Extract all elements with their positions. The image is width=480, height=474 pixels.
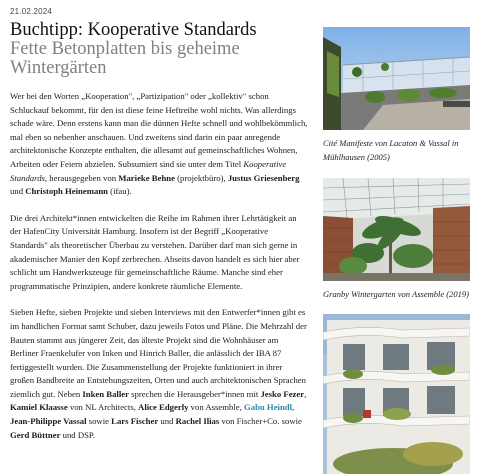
figure-balcony-building	[323, 314, 470, 474]
text: sprechen die Herausgeber*innen mit	[128, 388, 261, 399]
article-subtitle: Fette Betonplatten bis geheime Wintergärten	[10, 39, 240, 78]
photo-granby-wintergarten[interactable]	[323, 178, 470, 281]
person-link-gabu-heindl[interactable]: Gabu Heindl	[244, 402, 293, 413]
article-title: Buchtipp: Kooperative Standards	[10, 20, 257, 40]
figure-cite-manifeste	[323, 27, 470, 164]
photo-balcony-building[interactable]	[323, 314, 470, 474]
figure-granby-wintergarten	[323, 178, 470, 302]
person-name: Jesko Fezer	[260, 388, 305, 399]
paragraph-2: Die drei Architekt*innen entwickelten die Reihe im Rahmen ihrer Lehrtätigkeit an der HafenCity Universität Hamburg. Insofern ist der Begriff „Kooperative Standards" als theoretischer Überbau zu verstehen. Darüber darf man sich gerne in akademischer Manier den Kopf zerbrechen. Abseits davon handelt es sich hier aber schlicht um Handwerkszeuge für gemeinschaftliche Räume. Manche sind eher programmatische Prinzipien, andere konkrete räumliche Elemente.	[10, 212, 300, 291]
person-name: Gerd Büttner	[10, 429, 61, 440]
person-name: Lars Fischer	[111, 416, 159, 427]
article-body	[10, 90, 308, 442]
person-name: Kamiel Klaasse	[10, 402, 68, 413]
text: Sieben Hefte, sieben Projekte und sieben Interviews mit den Entwerfer*innen gibt es im handlichen Format samt Schuber, dazu jeweils Fotos und Pläne. Die Mehrzahl der Bauten stammt aus jüngerer Zeit, das älteste Projekt sind die Wohnhäuser am Berliner Fraenkelufer von Inken und Hinrich Baller, die anlässlich der IBA 87 fertiggestellt wurden. Die Zusammenstellung der Projekte funktioniert in ihrer großen Bandbreite an Entstehungszeiten, Orten und auch architektonischen Sprachen ziemlich gut. Neben	[10, 307, 307, 399]
text: ,	[292, 402, 295, 413]
text: von Fischer+Co. sowie	[219, 416, 302, 427]
image-sidebar	[323, 27, 470, 474]
text: (ifau).	[108, 186, 132, 197]
person-name: Jean-Philippe Vassal	[10, 416, 87, 427]
person-name: Alice Edgerly	[138, 402, 189, 413]
text: , herausgegeben von	[44, 172, 119, 183]
text: und	[10, 186, 26, 197]
person-name: Christoph Heinemann	[25, 186, 108, 197]
person-name: Justus Griesenberg	[227, 172, 300, 183]
caption-cite-manifeste: Cité Manifeste von Lacaton & Vassal in Mühlhausen (2005)	[323, 138, 459, 162]
text: und DSP.	[60, 429, 95, 440]
person-name: Inken Baller	[82, 388, 129, 399]
book-title: Kooperative Standards	[10, 158, 287, 183]
text: von NL Architects,	[67, 402, 139, 413]
person-name: Rachel Ilias	[175, 416, 220, 427]
article-date: 21.02.2024	[10, 7, 53, 16]
text: und	[158, 416, 176, 427]
text: Wer bei den Worten „Kooperation", „Partizipation" oder „kollektiv" schon Schluckauf bekommt, für den ist diese feine Heftreihe wohl nichts. Was allerdings schade wäre. Denn erstens kann man die dünnen Hefte schnell und wohlbekömmlich, mal eben so nebenher anschauen. Und zweitens sind darin ein paar anregende architektonische Konzepte enthalten, die allesamt auf gemeinschaftliches Wohnen, Arbeiten oder Feiern abzielen. Subsumiert sind sie unter dem Titel	[10, 91, 308, 169]
paragraph-3	[10, 306, 308, 442]
text: (projektbüro),	[174, 172, 228, 183]
text: von Assemble,	[188, 402, 244, 413]
photo-cite-manifeste[interactable]	[323, 27, 470, 130]
article	[10, 7, 308, 455]
text: ,	[304, 388, 307, 399]
text: sowie	[86, 416, 112, 427]
caption-granby-wintergarten: Granby Wintergarten von Assemble (2019)	[323, 289, 469, 299]
paragraph-1	[10, 90, 308, 199]
person-name: Marieke Behne	[118, 172, 175, 183]
